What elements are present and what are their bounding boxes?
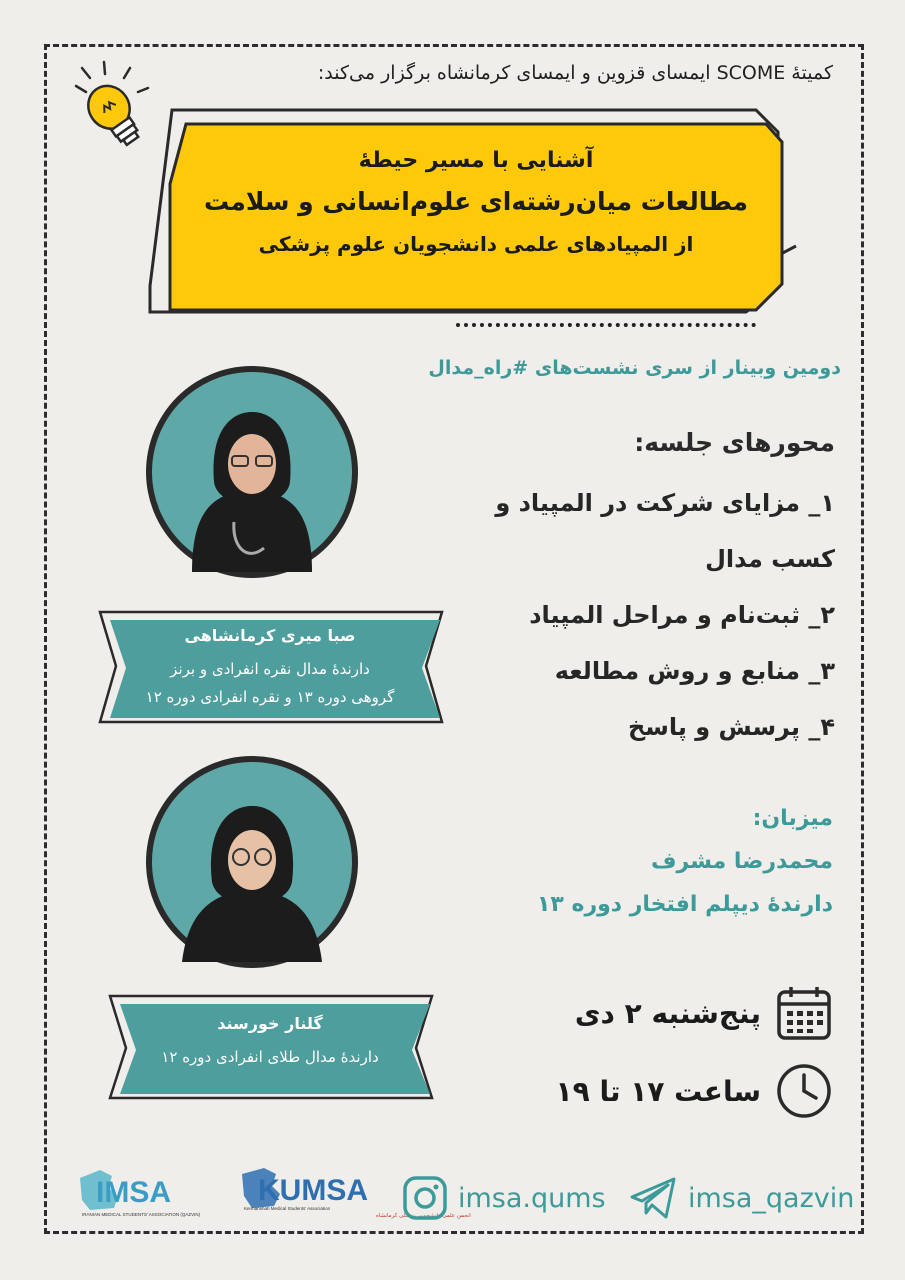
organizer-line: کمیتهٔ SCOME ایمسای قزوین و ایمسای کرمانشاه برگزار می‌کند: (317, 62, 833, 84)
host-label: میزبان: (752, 806, 833, 831)
imsa-logo (78, 1160, 218, 1220)
kumsa-logo-fa: انجمن علمی دانشجویی پزشکی کرمانشاه (376, 1213, 471, 1219)
telegram-icon (628, 1175, 678, 1221)
speaker-2-avatar (152, 762, 352, 962)
lightbulb-icon (68, 58, 158, 154)
speaker-2-name: گلنار خورسند (217, 1014, 323, 1033)
topics-section (415, 428, 835, 755)
speaker-2-desc-1: دارندهٔ مدال طلای انفرادی دوره ۱۲ (161, 1048, 379, 1066)
topic-item: کسب مدال (705, 545, 835, 573)
clock-icon (775, 1062, 833, 1120)
calendar-icon (775, 984, 833, 1042)
instagram-handle[interactable] (402, 1175, 606, 1221)
divider (456, 323, 756, 327)
speaker-1-desc-2: گروهی دوره ۱۳ و نقره انفرادی دوره ۱۲ (145, 688, 395, 706)
title-line-1: آشنایی با مسیر حیطهٔ (358, 148, 594, 173)
kumsa-logo-subtext: Kermanshah Medical Students' Association (244, 1206, 331, 1211)
speaker-1-avatar (152, 372, 352, 572)
imsa-logo-subtext: IRANIAN MEDICAL STUDENTS' ASSOCIATION (QAZVIN) (82, 1212, 201, 1217)
title-line-2: مطالعات میان‌رشته‌ای علوم‌انسانی و سلامت (203, 187, 749, 216)
topic-item: ۳_ منابع و روش مطالعه (554, 657, 835, 685)
topic-item: ۱_ مزایای شرکت در المپیاد و (495, 489, 835, 517)
telegram-handle-text: imsa_qazvin (688, 1182, 855, 1214)
host-section (413, 806, 833, 917)
date-row (433, 984, 833, 1042)
kumsa-logo (240, 1160, 471, 1220)
instagram-handle-text: imsa.qums (458, 1182, 606, 1214)
event-time: ساعت ۱۷ تا ۱۹ (555, 1074, 761, 1108)
host-name: محمدرضا مشرف (650, 849, 833, 874)
speaker-1-name: صبا میری کرمانشاهی (184, 626, 356, 645)
topic-item: ۲_ ثبت‌نام و مراحل المپیاد (529, 601, 835, 629)
topic-item: ۴_ پرسش و پاسخ (627, 713, 835, 741)
host-desc: دارندهٔ دیپلم افتخار دوره ۱۳ (536, 892, 833, 917)
event-day: پنج‌شنبه ۲ دی (574, 996, 761, 1030)
title-line-3: از المپیادهای علمی دانشجویان علوم پزشکی (258, 232, 694, 256)
topics-heading: محورهای جلسه: (634, 428, 835, 457)
speaker-1-desc-1: دارندهٔ مدال نقره انفرادی و برنز (170, 660, 370, 678)
webinar-subtitle: دومین وبینار از سری نشست‌های #راه_مدال (428, 357, 841, 379)
imsa-logo-text: IMSA (96, 1176, 171, 1209)
instagram-icon (402, 1175, 448, 1221)
time-row (433, 1062, 833, 1120)
kumsa-logo-text: KUMSA (258, 1174, 368, 1207)
telegram-handle[interactable] (628, 1175, 854, 1221)
